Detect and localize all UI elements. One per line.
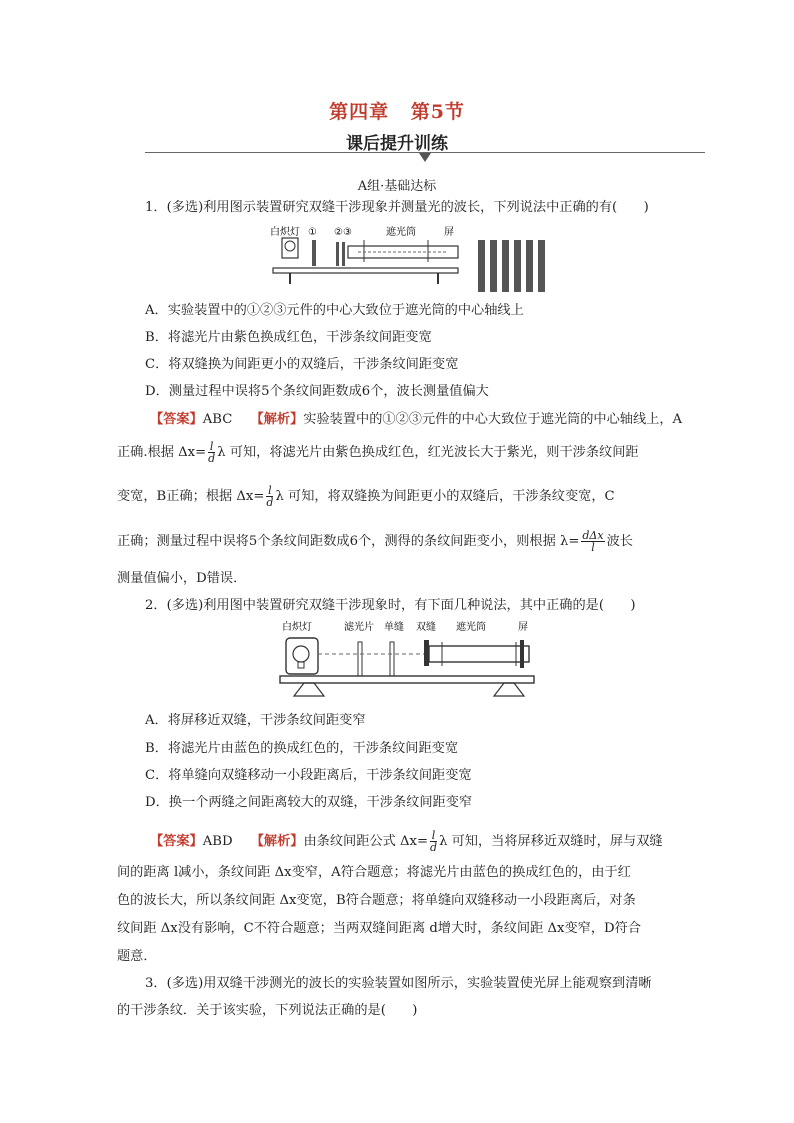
q2-analysis-l3: 色的波长大，所以条纹间距 Δx变宽，B符合题意；将单缝向双缝移动一小段距离后，对条 (117, 893, 636, 908)
q1-option-d: D．测量过程中误将5个条纹间距数成6个，波长测量值偏大 (145, 384, 489, 399)
q1-label-screen: 屏 (444, 227, 454, 238)
q1-option-c: C．将双缝换为间距更小的双缝后，干涉条纹间距变宽 (145, 357, 459, 372)
q1-label-tube: 遮光筒 (386, 227, 416, 238)
q2-stem: 2．(多选)利用图中装置研究双缝干涉现象时，有下面几种说法，其中正确的是( ) (145, 598, 636, 613)
q2-label-screen: 屏 (518, 622, 528, 633)
q1-analysis-line2 (117, 441, 639, 464)
q2-option-a: A．将屏移近双缝，干涉条纹间距变窄 (145, 713, 366, 728)
q1-analysis-line5: 测量值偏小，D错误． (117, 571, 247, 586)
q2-label-single: 单缝 (384, 622, 404, 633)
q3-stem-line1: 3．(多选)用双缝干涉测光的波长的实验装置如图所示，实验装置使光屏上能观察到清晰 (145, 976, 652, 991)
fraction-l-over-d (208, 441, 215, 464)
q1-option-a: A．实验装置中的①②③元件的中心大致位于遮光筒的中心轴线上 (145, 303, 524, 318)
group-label: A组·基础达标 (357, 179, 437, 194)
q1-analysis-l3a: 变宽，B正确；根据 Δx= (117, 489, 265, 504)
q2-analysis-l4: 纹间距 Δx没有影响，C不符合题意；当两双缝间距离 d增大时，条纹间距 Δx变窄，D符合 (117, 921, 641, 936)
fraction-numerator: l (431, 829, 436, 842)
q1-option-b: B．将滤光片由紫色换成红色，干涉条纹间距变宽 (145, 330, 432, 345)
q2-option-c: C．将单缝向双缝移动一小段距离后，干涉条纹间距变宽 (145, 768, 472, 783)
q1-analysis-l2a: 正确.根据 Δx= (117, 445, 207, 460)
page-subtitle: 课后提升训练 (346, 134, 448, 154)
q2-label-lamp: 白炽灯 (282, 622, 312, 633)
fraction-denominator: d (266, 496, 274, 509)
fraction-denominator: d (208, 452, 216, 465)
q3-stem-line2: 的干涉条纹．关于该实验，下列说法正确的是( ) (117, 1003, 418, 1018)
q1-analysis-l3b: λ 可知，将双缝换为间距更小的双缝后，干涉条纹变宽，C (275, 489, 615, 504)
fraction-numerator: l (268, 484, 272, 497)
q1-answer-tag: 【答案】 (150, 412, 203, 427)
q2-analysis-l2: 间的距离 l减小，条纹间距 Δx变窄，A符合题意；将滤光片由蓝色的换成红色的，由于红 (117, 865, 631, 880)
q1-analysis-tag: 【解析】 (250, 412, 304, 427)
q2-answer-tag: 【答案】 (150, 834, 203, 849)
q1-analysis-l4a: 正确；测量过程中误将5个条纹间距数成6个，测得的条纹间距变小，则根据 λ= (117, 534, 580, 549)
q2-analysis-l1b: λ 可知，当将屏移近双缝时，屏与双缝 (439, 834, 663, 849)
q1-analysis-line4 (117, 530, 633, 553)
q2-analysis-tag: 【解析】 (250, 834, 304, 849)
q2-label-tube: 遮光筒 (456, 622, 486, 633)
fraction-l-over-d (430, 830, 437, 853)
fraction-denominator: d (430, 841, 438, 854)
q2-apparatus-figure (276, 618, 538, 700)
q2-answer: ABD (202, 834, 233, 849)
fraction-numerator: dΔx (582, 529, 604, 542)
q2-label-double: 双缝 (416, 622, 436, 633)
page-title: 第四章 第5节 (329, 101, 465, 123)
q2-label-filter: 滤光片 (344, 622, 374, 633)
q2-answer-line (150, 830, 663, 853)
q1-label-23: ②③ (334, 227, 352, 238)
down-triangle-icon (419, 153, 431, 162)
q1-analysis-l4b: 波长 (606, 534, 633, 549)
q2-option-b: B．将滤光片由蓝色的换成红色的，干涉条纹间距变宽 (145, 741, 459, 756)
q1-answer-line (150, 411, 682, 429)
q1-apparatus-figure (268, 222, 468, 286)
q2-analysis-l5: 题意． (117, 949, 157, 964)
q1-analysis-l2b: λ 可知，将滤光片由紫色换成红色，红光波长大于紫光，则干涉条纹间距 (217, 445, 639, 460)
q2-analysis-l1a: 由条纹间距公式 Δx= (303, 834, 429, 849)
q1-answer: ABC (202, 412, 233, 427)
fraction-denominator: l (591, 541, 595, 554)
fraction-numerator: l (209, 440, 214, 453)
q1-stem: 1．(多选)利用图示装置研究双缝干涉现象并测量光的波长，下列说法中正确的有( ) (145, 200, 649, 215)
q2-option-d: D．换一个两缝之间距离较大的双缝，干涉条纹间距变窄 (145, 795, 473, 810)
fraction-dx-over-l (581, 530, 604, 553)
q1-label-lamp: 白炽灯 (270, 227, 300, 238)
q1-label-1: ① (308, 227, 317, 238)
fraction-l-over-d (266, 485, 273, 508)
q1-analysis-line3 (117, 485, 615, 508)
q1-fringe-pattern (478, 240, 550, 292)
q1-analysis-l1: 实验装置中的①②③元件的中心大致位于遮光筒的中心轴线上，A (303, 412, 683, 427)
